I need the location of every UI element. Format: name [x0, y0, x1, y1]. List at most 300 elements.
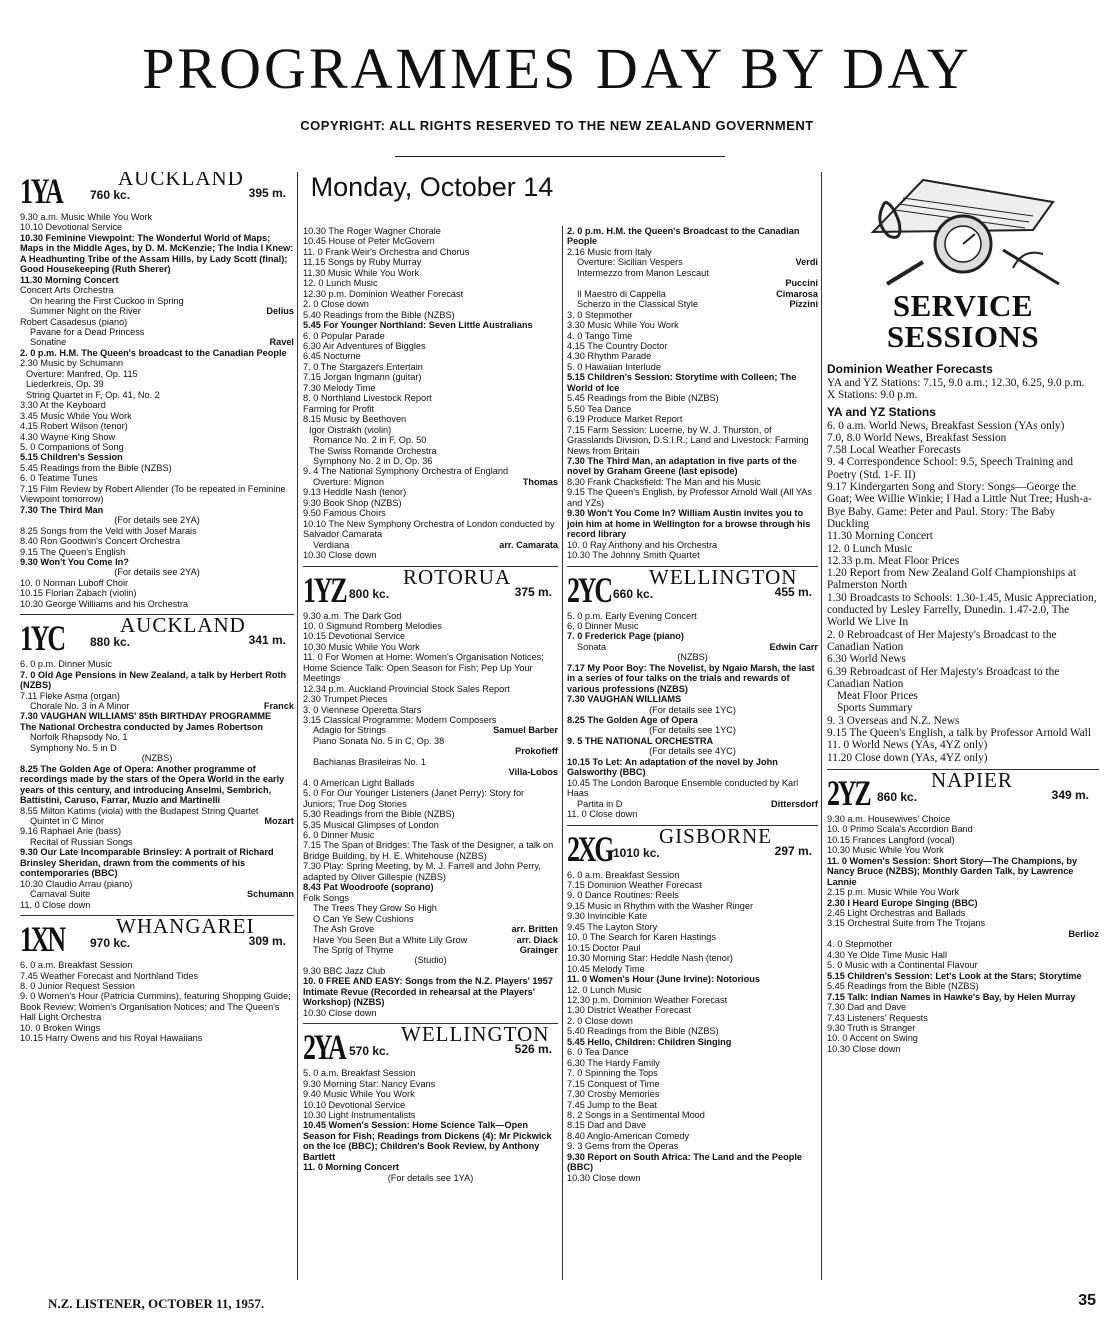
composer: Puccini	[785, 278, 818, 289]
listing: 10. 0 The Search for Karen Hastings	[567, 932, 716, 943]
listing: Quintet in C Minor	[30, 816, 105, 827]
listing: 5.15 Children's Session: Let's Look at the Stars; Storytime	[827, 970, 1082, 981]
listing: 6.19 Produce Market Report	[567, 414, 683, 425]
station-frequency: 860 kc.	[877, 789, 918, 804]
listing: 9.15 The Queen's English, by Professor Arnold Wall (All YAs and YZs)	[567, 487, 813, 508]
listing: 10. 0 FREE AND EASY: Songs from the N.Z. Players' 1957 Intimate Revue (Recorded in rehearsal at the Players' Workshop) (NZBS)	[303, 976, 553, 1008]
listing: 8. 2 Songs in a Sentimental Mood	[567, 1109, 705, 1120]
listing: Partita in D	[577, 798, 623, 809]
listing: Intermezzo from Manon Lescaut	[577, 267, 709, 278]
listing: 10.30 Close down	[303, 1007, 377, 1018]
section-heading: Dominion Weather Forecasts	[827, 362, 993, 376]
listing: 7.15 Farm Session: Lucerne, by W. J. Thurston, of Grasslands Division, D.S.I.R.; Land and Livestock: Farming News from Britain	[567, 424, 809, 456]
listing: 12.34 p.m. Auckland Provincial Stock Sales Report	[303, 683, 510, 694]
station-wavelength: 297 m.	[774, 843, 812, 858]
listing: 8.15 Music by Beethoven	[303, 414, 407, 425]
listing: Liederkreis, Op. 39	[26, 379, 104, 390]
listing: 11. 0 Close down	[20, 899, 91, 910]
listing: 2.30 Music by Schumann	[20, 358, 124, 369]
listing: 9.30 Book Shop (NZBS)	[303, 497, 402, 508]
listing: 11. 0 Frank Weir's Orchestra and Chorus	[303, 246, 470, 257]
station-call: 1YZ	[303, 569, 346, 610]
listing: 10.30 The Roger Wagner Chorale	[303, 226, 441, 236]
listing: 7.15 Film Review by Robert Allender (To be repeated in Feminine Viewpoint tomorrow)	[20, 483, 286, 505]
listing: 9.30 Our Late Incomparable Brinsley: A portrait of Richard Brinsley Sheridan, drawn from the comments of his contemporaries (BBC)	[20, 847, 274, 879]
listing: Symphony No. 2 in D, Op. 36	[313, 455, 433, 466]
listing: 2.15 p.m. Music While You Work	[827, 887, 960, 898]
listing: String Quartet in F, Op. 41, No. 2	[26, 389, 160, 400]
listing: 6.30 World News	[827, 653, 906, 666]
listing: 10.30 Claudio Arrau (piano)	[20, 878, 133, 889]
listing: 1.30 Broadcasts to Schools: 1.30-1.45, Music Appreciation, conducted by Lesley Farrelly, Dunedin. 1.47-2.0, The World We Live In	[827, 591, 1097, 629]
station-call: 2YA	[303, 1027, 345, 1068]
listing: 10.30 Morning Star: Heddle Nash (tenor)	[567, 953, 733, 964]
listing: 9. 4 Correspondence School: 9.5, Speech Training and Poetry (Std. 1-F. II)	[827, 456, 1073, 481]
listing: The Swiss Romande Orchestra	[309, 445, 437, 456]
listing: 11.15 Songs by Ruby Murray	[303, 257, 422, 268]
listing: 5.45 Hello, Children: Children Singing	[567, 1036, 732, 1047]
section-heading: YA and YZ Stations	[827, 404, 936, 419]
listing: 6.30 The Hardy Family	[567, 1057, 660, 1068]
listing: Folk Songs	[303, 892, 349, 903]
listing: 4. 0 American Light Ballads	[303, 777, 415, 788]
listing: (NZBS)	[677, 652, 708, 663]
listing: 6. 0 Dinner Music	[303, 830, 375, 841]
station-call: 1YC	[20, 618, 64, 659]
station-header-2xg	[567, 823, 818, 869]
station-city: WHANGAREI	[116, 914, 255, 939]
listing: 9.17 Kindergarten Song and Story: Songs—George the Goat; Wee Willie Winkie; I Had a Little Nut Tree; Hush-a-Bye Baby. Game: Peter and Paul. Story: The Baby Duckling	[827, 481, 1092, 530]
listing: 7.30 Melody Time	[303, 382, 376, 393]
listing: 8.55 Milton Katims (viola) with the Budapest String Quartet	[20, 805, 259, 816]
listing: (For details see 2YA)	[114, 567, 200, 578]
listing: 10.30 Light Instrumentalists	[303, 1109, 416, 1120]
listing: Summer Night on the River	[30, 306, 141, 317]
station-city: WELLINGTON	[649, 564, 798, 589]
listing: 9. 0 Women's Hour (Patricia Cummins), featuring Shopping Guide; Book Review; Women's Organisation Notices; and The Queen's Hall Light Orchestra	[20, 991, 291, 1023]
listing: 2. 0 Close down	[567, 1015, 633, 1026]
listing: 5. 0 Music with a Continental Flavour	[827, 960, 978, 971]
listing: 11. 0 Close down	[567, 809, 638, 820]
listing: 10.10 Devotional Service	[303, 1099, 406, 1110]
listing: Chorale No. 3 in A Minor	[30, 701, 130, 712]
listing: 6.30 Air Adventures of Biggles	[303, 340, 426, 351]
listing: 9.30 Morning Star: Nancy Evans	[303, 1078, 436, 1089]
composer: Delius	[266, 306, 294, 317]
listing: Overture: Sicilian Vespers	[577, 257, 683, 268]
station-wavelength: 309 m.	[248, 934, 286, 949]
station-city: GISBORNE	[659, 823, 773, 848]
station-frequency: 1010 kc.	[613, 845, 660, 860]
listing: 10.15 Florian Zabach (violin)	[20, 588, 137, 599]
listing: Scherzo in the Classical Style	[577, 299, 699, 310]
listing: Concert Arts Orchestra	[20, 285, 114, 296]
composer: Ravel	[269, 337, 294, 348]
station-frequency: 570 kc.	[349, 1044, 390, 1059]
station-header-2yc	[567, 564, 818, 610]
listing: 12. 0 Lunch Music	[303, 278, 378, 289]
listing: 7.45 Jump to the Beat	[567, 1099, 657, 1110]
listing: 2.30 I Heard Europe Singing (BBC)	[827, 897, 978, 908]
column-c	[567, 226, 818, 1284]
station-header-2ya	[303, 1022, 558, 1068]
listing: 9. 0 Dance Routines: Reels	[567, 890, 679, 901]
listing: 5.35 Musical Glimpses of London	[303, 819, 439, 830]
listing: 7.30 Crosby Memories	[567, 1089, 660, 1100]
composer: Dittersdorf	[771, 798, 818, 809]
listing: 10. 0 Primo Scala's Accordion Band	[827, 824, 973, 835]
listing: 5. 0 Hawaiian Interlude	[567, 361, 661, 372]
station-header-1yz	[303, 564, 558, 610]
listing: 5.45 Readings from the Bible (NZBS)	[827, 981, 979, 992]
listing: 8.40 Anglo-American Comedy	[567, 1130, 690, 1141]
listing: 5.40 Readings from the Bible (NZBS)	[567, 1026, 719, 1037]
station-wavelength: 526 m.	[514, 1042, 552, 1057]
station-city: ROTORUA	[403, 564, 512, 589]
listing: 10. 0 Broken Wings	[20, 1022, 101, 1033]
station-wavelength: 455 m.	[774, 584, 812, 599]
listing: 5.45 Readings from the Bible (NZBS)	[20, 462, 172, 473]
station-city: WELLINGTON	[401, 1022, 550, 1047]
header-rule	[395, 156, 725, 157]
listing: 7.30 VAUGHAN WILLIAMS' 85th BIRTHDAY PROGRAMME	[20, 711, 272, 722]
station-frequency: 800 kc.	[349, 586, 390, 601]
listing: (For details see 1YC)	[649, 725, 736, 736]
listing: 3.30 At the Keyboard	[20, 400, 106, 411]
listing: 2.16 Music from Italy	[567, 246, 652, 257]
composer: arr. Camarata	[499, 539, 558, 550]
station-call: 2YZ	[827, 772, 870, 813]
listing: 4.15 The Country Doctor	[567, 340, 668, 351]
listing: 8.25 Songs from the Veld with Josef Marais	[20, 525, 197, 536]
listing: 2. 0 p.m. H.M. The Queen's broadcast to the Canadian People	[20, 347, 287, 358]
listing: 10.15 Doctor Paul	[567, 942, 641, 953]
composer: Edwin Carr	[769, 641, 818, 652]
listing: 3.15 Orchestral Suite from The Trojans	[827, 918, 986, 929]
listing: The National Orchestra conducted by James Robertson	[20, 721, 264, 732]
listing: 9.30 Report on South Africa: The Land and the People (BBC)	[567, 1151, 802, 1173]
listing: The Trees They Grow So High	[313, 903, 437, 914]
station-header-1yc	[20, 613, 294, 659]
column-b	[303, 226, 558, 1284]
listing: (NZBS)	[141, 753, 173, 764]
listing: 11. 0 Women's Hour (June Irvine): Notorious	[567, 974, 760, 985]
listing: 7.15 Jorgan Ingmann (guitar)	[303, 372, 422, 383]
station-city: NAPIER	[931, 767, 1013, 792]
listing: 7.0, 8.0 World News, Breakfast Session	[827, 431, 1007, 444]
listing: 10.45 Women's Session: Home Science Talk—Open Season for Fish; Readings from Dickens (4): Mr Pickwick on the Ice (BBC); Children's Book Review, by Anthony Bartlett	[303, 1120, 552, 1162]
listing: 12.30 p.m. Dominion Weather Forecast	[303, 288, 464, 299]
listing: 10.30 Close down	[827, 1043, 901, 1054]
listing: 5.45 Readings from the Bible (NZBS)	[567, 393, 719, 404]
listing: 10. 0 Sigmund Romberg Melodies	[303, 620, 442, 631]
listing: (For details see 4YC)	[649, 746, 736, 757]
listing: 3.15 Classical Programme: Modern Composers	[303, 715, 497, 726]
station-frequency: 880 kc.	[90, 635, 131, 650]
station-call: 2XG	[567, 828, 613, 869]
composer: Villa-Lobos	[508, 767, 558, 778]
listing: 5.15 Children's Session: Storytime with Colleen; The World of Ice	[567, 372, 797, 393]
listing: 9. 5 THE NATIONAL ORCHESTRA	[567, 735, 714, 746]
listing: 10.10 Devotional Service	[20, 222, 123, 233]
station-frequency: 660 kc.	[613, 586, 654, 601]
service-title: SERVICE	[892, 288, 1034, 323]
listing: 10.15 Devotional Service	[303, 631, 406, 642]
listing: Il Maestro di Cappella	[577, 288, 666, 299]
station-wavelength: 341 m.	[248, 633, 286, 648]
composer: Grainger	[519, 945, 558, 955]
listing: 10.15 Harry Owens and his Royal Hawaiians	[20, 1033, 203, 1044]
listing: Bachianas Brasileiras No. 1	[313, 756, 426, 767]
listing: 2.45 Light Orchestras and Ballads	[827, 907, 966, 918]
listing: 10.45 Melody Time	[567, 963, 645, 974]
listing: Pavane for a Dead Princess	[30, 326, 145, 337]
listing: 9.30 a.m. Music While You Work	[20, 212, 153, 222]
listing: YA and YZ Stations: 7.15, 9.0 a.m.; 12.30, 6.25, 9.0 p.m.	[827, 377, 1085, 389]
listing: 9.30 BBC Jazz Club	[303, 965, 386, 976]
listing: 8.25 The Golden Age of Opera: Another programme of recordings made by the stars of the Opera World in the early years of this century, and introducing Anselmi, Sembrich, Battistini, Caruso, Farrar, Muzio and Martinelli	[20, 763, 285, 806]
listing: 8.25 The Golden Age of Opera	[567, 715, 698, 726]
listing: 9.45 The Layton Story	[567, 921, 658, 932]
listing: 7.58 Local Weather Forecasts	[827, 444, 961, 457]
service-sessions-illustration	[827, 172, 1099, 290]
listing: 6.39 Rebroadcast of Her Majesty's Broadcast to the Canadian Nation	[827, 665, 1060, 690]
listing: 6. 0 p.m. Dinner Music	[20, 659, 112, 670]
listing: 2. 0 Close down	[303, 299, 369, 310]
composer: Franck	[263, 701, 294, 712]
listing: 6. 0 a.m. Breakfast Session	[20, 960, 133, 971]
listing: 9.30 Won't You Come In? William Austin invites you to join him at home in Wellington for a browse through his record library	[567, 508, 811, 540]
listing: 5.40 Readings from the Bible (NZBS)	[303, 309, 455, 320]
listing: 4. 0 Stepmother	[827, 939, 893, 950]
listing: 11. 0 World News (YAs, 4YZ only)	[827, 739, 988, 752]
listing: 7.30 The Third Man, an adaptation in five parts of the novel by Graham Greene (last episode)	[567, 455, 797, 477]
listing: 11.20 Close down (YAs, 4YZ only)	[827, 751, 988, 764]
composer: Pizzini	[789, 299, 818, 310]
listing: Norfolk Rhapsody No. 1	[30, 732, 128, 743]
listing: 11.30 Music While You Work	[303, 267, 420, 278]
listing: 10.30 George Williams and his Orchestra	[20, 598, 188, 609]
listing: 7.15 Talk: Indian Names in Hawke's Bay, by Helen Murray	[827, 991, 1076, 1002]
service-listings	[827, 362, 1099, 764]
column-a	[20, 172, 294, 1282]
listing: 3. 0 Stepmother	[567, 309, 633, 320]
listing: 7.30 Dad and Dave	[827, 1002, 907, 1013]
listing: 7.17 My Poor Boy: The Novelist, by Ngaio Marsh, the last in a series of four talks on the trials and rewards of various professions (NZBS)	[567, 662, 815, 694]
listing: 7.15 The Span of Bridges: The Task of the Designer, a talk on Bridge Building, by H. E. Whitehouse (NZBS)	[303, 840, 554, 861]
listing: 5.15 Children's Session	[20, 452, 123, 463]
listing: 8.30 Frank Chacksfield: The Man and his Music	[567, 476, 761, 487]
listing: 6. 0 a.m. World News, Breakfast Session (YAs only)	[827, 419, 1065, 432]
listing: 10. 0 Ray Anthony and his Orchestra	[567, 539, 718, 550]
listing: 4. 0 Tango Time	[567, 330, 633, 341]
composer: Berlioz	[1068, 928, 1099, 939]
listing: 12.33 p.m. Meat Floor Prices	[827, 554, 960, 567]
column-divider	[297, 172, 298, 1280]
listing: 12. 0 Lunch Music	[827, 542, 913, 555]
listing: (Studio)	[414, 955, 447, 966]
listing: 11. 0 Women's Session: Short Story—The Champions, by Nancy Bruce (NZBS); Monthly Garden Talk, by Lawrence Lannie	[827, 855, 1078, 887]
listing: 3.30 Music While You Work	[567, 320, 679, 331]
listing: 9.30 a.m. The Dark God	[303, 610, 402, 621]
listing: 5. 0 p.m. Early Evening Concert	[567, 610, 697, 621]
station-wavelength: 375 m.	[514, 584, 552, 599]
composer: Samuel Barber	[493, 725, 558, 736]
listing: 10. 0 Accent on Swing	[827, 1033, 918, 1044]
listing: 10.30 Close down	[567, 1172, 641, 1183]
listing: Have You Seen But a White Lily Grow	[313, 934, 468, 945]
listing: 4.30 Wayne King Show	[20, 431, 116, 442]
listing: 5.30 Readings from the Bible (NZBS)	[303, 809, 455, 820]
listing: 6. 0 a.m. Breakfast Session	[567, 869, 680, 880]
listing: 7.45 Weather Forecast and Northland Tides	[20, 970, 199, 981]
publication-footer: N.Z. LISTENER, OCTOBER 11, 1957.	[48, 1296, 265, 1311]
listing: 5. 0 a.m. Breakfast Session	[303, 1068, 416, 1079]
listing: 9. 3 Overseas and N.Z. News	[827, 714, 960, 727]
station-wavelength: 349 m.	[1051, 787, 1089, 802]
listing: 9.15 The Queen's English, a talk by Professor Arnold Wall	[827, 727, 1091, 740]
listing: 10.30 Music While You Work	[827, 845, 944, 856]
listing: 10.45 House of Peter McGovern	[303, 236, 435, 247]
listing: 9.50 Famous Choirs	[303, 508, 386, 519]
composer: Prokofieff	[515, 746, 558, 757]
composer: arr. Britten	[511, 924, 558, 935]
listing: 2. 0 Rebroadcast of Her Majesty's Broadcast to the Canadian Nation	[827, 628, 1057, 653]
listing: 10.30 Feminine Viewpoint: The Wonderful World of Maps; Maps in the Middle Ages, by D. M. McKenzie; The India I Knew: A Headhunting Tribe of the Assam Hills, by Lady Scott (final); Good Housekeeping (Ruth Sherer)	[20, 232, 294, 275]
listing: Overture: Manfred, Op. 115	[26, 368, 138, 379]
listing: Igor Oistrakh (violin)	[309, 424, 392, 435]
listing: Meat Floor Prices	[837, 690, 918, 703]
listing: 11. 0 For Women at Home: Women's Organisation Notices; Home Science Talk: Open Season for Fish; Pep Up Your Meetings	[303, 652, 544, 684]
listing: Piano Sonata No. 5 in C, Op. 38	[313, 735, 445, 746]
composer: Verdi	[795, 257, 818, 268]
listing: 8. 0 Junior Request Session	[20, 981, 135, 991]
listing: 9.30 Won't You Come In?	[20, 556, 129, 567]
station-header-1ya	[20, 172, 294, 211]
station-call: 1YA	[20, 172, 62, 211]
station-call: 1XN	[20, 919, 64, 960]
listing: X Stations: 9.0 p.m.	[827, 389, 918, 402]
station-call: 2YC	[567, 569, 611, 610]
listing: 7. 0 Old Age Pensions in New Zealand, a talk by Herbert Roth (NZBS)	[20, 669, 287, 691]
listing: (For details see 2YA)	[114, 515, 200, 526]
station-city: AUCKLAND	[120, 613, 246, 638]
listing: Carnaval Suite	[30, 889, 91, 900]
listing: Sports Summary	[837, 702, 913, 715]
listing: 3.45 Music While You Work	[20, 410, 132, 421]
listing: 11. 0 Morning Concert	[303, 1162, 399, 1173]
listing: 12. 0 Lunch Music	[567, 984, 642, 995]
listing: Recital of Russian Songs	[30, 836, 133, 847]
listing: 9.15 The Queen's English	[20, 546, 126, 557]
listing: 9. 3 Gems from the Operas	[567, 1141, 679, 1152]
listing: 7.30 Play: Spring Meeting, by M. J. Farrell and John Perry, adapted by Oliver Gillespie (NZBS)	[303, 861, 541, 882]
listing: 6. 0 Dinner Music	[567, 620, 639, 631]
listing: 4.30 Rhythm Parade	[567, 351, 652, 362]
listing: The Ash Grove	[313, 924, 375, 935]
listing: Romance No. 2 in F, Op. 50	[313, 435, 427, 446]
listing: Adagio for Strings	[313, 725, 387, 736]
listing: 9.13 Heddle Nash (tenor)	[303, 487, 407, 498]
listing: 10.30 Music While You Work	[303, 641, 420, 652]
listing: 11.30 Morning Concert	[20, 274, 119, 285]
composer: Cimarosa	[776, 288, 818, 299]
listing: 1.20 Report from New Zealand Golf Championships at Palmerston North	[827, 567, 1077, 592]
listing: 7.11 Fleke Asma (organ)	[20, 690, 120, 701]
listing: 8.43 Pat Woodroofe (soprano)	[303, 882, 434, 893]
listing: 7. 0 The Stargazers Entertain	[303, 361, 423, 372]
listing: 2.30 Trumpet Pieces	[303, 694, 388, 705]
radio-illustration	[863, 172, 1063, 290]
listing: 6.45 Nocturne	[303, 351, 361, 362]
composer: Thomas	[522, 476, 558, 487]
listing: 5. 0 For Our Younger Listeners (Janet Perry): Story for Juniors; True Dog Stories	[303, 788, 525, 809]
listing: Sonata	[577, 641, 607, 652]
listing: 9.15 Music in Rhythm with the Washer Ringer	[567, 900, 754, 911]
listing: (For details see 1YA)	[387, 1172, 474, 1183]
listing: 9.30 Invincible Kate	[567, 911, 648, 922]
listing: 9.30 Truth is Stranger	[827, 1022, 916, 1033]
listing: 7.15 Conquest of Time	[567, 1078, 660, 1089]
listing: 10.45 The London Baroque Ensemble conducted by Karl Haas	[567, 777, 799, 799]
listing: The Sprig of Thyme	[313, 945, 394, 955]
composer: arr. Diack	[516, 934, 558, 945]
listing: 9.30 a.m. Housewives' Choice	[827, 813, 951, 824]
listing: 9.16 Raphael Arie (bass)	[20, 826, 122, 837]
listing: 10.30 The Johnny Smith Quartet	[567, 550, 700, 561]
listing: 10.15 To Let: An adaptation of the novel by John Galsworthy (BBC)	[567, 756, 778, 778]
listing: Overture: Mignon	[313, 476, 384, 487]
page-number: 35	[1078, 1292, 1096, 1309]
listing: 7.43 Listeners' Requests	[827, 1012, 928, 1023]
listing: Sonatine	[30, 337, 67, 348]
listing: On hearing the First Cuckoo in Spring	[30, 295, 184, 306]
station-wavelength: 395 m.	[248, 186, 286, 200]
listing: 7. 0 Spinning the Tops	[567, 1068, 658, 1079]
column-divider	[562, 226, 563, 1280]
listing: Robert Casadesus (piano)	[20, 316, 128, 327]
composer: Schumann	[247, 889, 294, 900]
listing: 6. 0 Teatime Tunes	[20, 473, 98, 484]
station-frequency: 970 kc.	[90, 936, 131, 951]
listing: 1.30 District Weather Forecast	[567, 1005, 691, 1016]
listing: 8.40 Ron Goodwin's Concert Orchestra	[20, 536, 181, 547]
day-heading: Monday, October 14	[310, 172, 554, 202]
page-title: PROGRAMMES DAY BY DAY	[142, 36, 972, 101]
listing: 7.30 The Third Man	[20, 504, 104, 515]
listing: 7. 0 Frederick Page (piano)	[567, 631, 684, 642]
column-d	[827, 172, 1099, 1282]
listing: 8. 0 Northland Livestock Report	[303, 393, 432, 404]
listing: 7.15 Dominion Weather Forecast	[567, 880, 702, 891]
listing: 7.30 VAUGHAN WILLIAMS	[567, 694, 682, 705]
listing: 8.15 Dad and Dave	[567, 1120, 647, 1131]
listing: (For details see 1YC)	[649, 704, 736, 715]
listing: O Can Ye Sew Cushions	[313, 913, 414, 924]
listing: 10.10 The New Symphony Orchestra of London conducted by Salvador Camarata	[303, 518, 555, 540]
listing: 6. 0 Popular Parade	[303, 330, 385, 341]
listing: 10.15 Frances Langford (vocal)	[827, 834, 955, 845]
listing: 9. 4 The National Symphony Orchestra of England	[303, 466, 509, 477]
listing: 10. 0 Norman Luboff Choir	[20, 577, 129, 588]
station-header-2yz	[827, 767, 1099, 813]
listing: 3. 0 Viennese Operetta Stars	[303, 704, 422, 715]
listing: 4.15 Robert Wilson (tenor)	[20, 421, 128, 432]
listing: 2. 0 p.m. H.M. the Queen's Broadcast to the Canadian People	[567, 226, 800, 247]
listing: 6. 0 Tea Dance	[567, 1047, 629, 1058]
listing: 5. 0 Companions of Song	[20, 441, 124, 452]
listing: Verdiana	[313, 539, 350, 550]
